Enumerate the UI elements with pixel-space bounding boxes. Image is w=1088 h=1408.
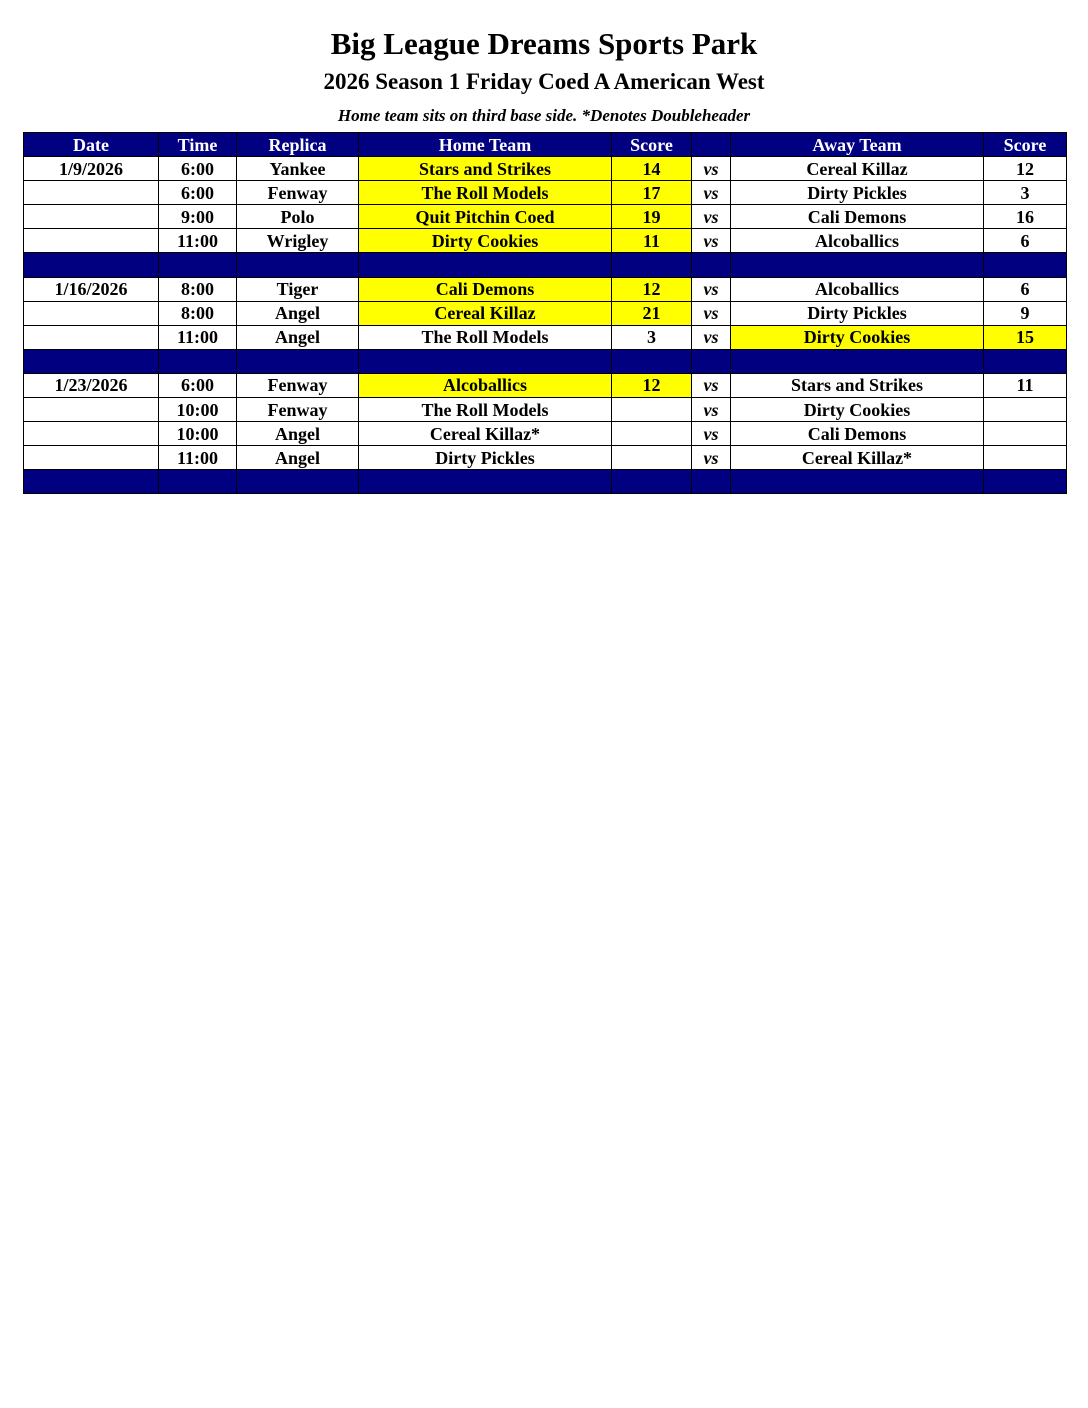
vs-cell: vs bbox=[692, 181, 731, 205]
home-team-cell: The Roll Models bbox=[359, 398, 612, 422]
replica-cell: Yankee bbox=[237, 157, 359, 181]
week-separator-row bbox=[24, 253, 1067, 277]
home-team-cell: Dirty Cookies bbox=[359, 229, 612, 253]
time-cell: 9:00 bbox=[159, 205, 237, 229]
time-cell: 11:00 bbox=[159, 229, 237, 253]
col-header-vs bbox=[692, 133, 731, 157]
away-score-cell bbox=[984, 446, 1067, 470]
replica-cell: Angel bbox=[237, 325, 359, 349]
time-cell: 10:00 bbox=[159, 422, 237, 446]
separator-cell bbox=[731, 253, 984, 277]
date-cell bbox=[24, 301, 159, 325]
vs-cell: vs bbox=[692, 325, 731, 349]
replica-cell: Fenway bbox=[237, 398, 359, 422]
vs-cell: vs bbox=[692, 446, 731, 470]
separator-cell bbox=[612, 253, 692, 277]
home-team-cell: Dirty Pickles bbox=[359, 446, 612, 470]
schedule-body bbox=[24, 157, 1067, 494]
date-cell: 1/23/2026 bbox=[24, 373, 159, 397]
away-team-cell: Dirty Cookies bbox=[731, 398, 984, 422]
away-team-cell: Cali Demons bbox=[731, 205, 984, 229]
vs-cell: vs bbox=[692, 157, 731, 181]
away-score-cell bbox=[984, 422, 1067, 446]
time-cell: 6:00 bbox=[159, 373, 237, 397]
away-team-cell: Alcoballics bbox=[731, 229, 984, 253]
away-score-cell bbox=[984, 398, 1067, 422]
schedule-table bbox=[23, 132, 1067, 494]
replica-cell: Angel bbox=[237, 301, 359, 325]
col-header-away-score: Score bbox=[984, 133, 1067, 157]
col-header-replica: Replica bbox=[237, 133, 359, 157]
home-score-cell: 17 bbox=[612, 181, 692, 205]
separator-cell bbox=[24, 253, 159, 277]
table-row bbox=[24, 398, 1067, 422]
separator-cell bbox=[24, 470, 159, 494]
replica-cell: Polo bbox=[237, 205, 359, 229]
vs-cell: vs bbox=[692, 301, 731, 325]
table-row bbox=[24, 205, 1067, 229]
table-row bbox=[24, 325, 1067, 349]
separator-cell bbox=[359, 470, 612, 494]
away-team-cell: Stars and Strikes bbox=[731, 373, 984, 397]
time-cell: 8:00 bbox=[159, 301, 237, 325]
table-row bbox=[24, 277, 1067, 301]
separator-cell bbox=[984, 470, 1067, 494]
separator-cell bbox=[159, 253, 237, 277]
separator-cell bbox=[731, 470, 984, 494]
week-separator-row bbox=[24, 349, 1067, 373]
separator-cell bbox=[692, 470, 731, 494]
away-team-cell: Dirty Cookies bbox=[731, 325, 984, 349]
home-team-cell: Cereal Killaz* bbox=[359, 422, 612, 446]
home-score-cell: 19 bbox=[612, 205, 692, 229]
away-score-cell: 11 bbox=[984, 373, 1067, 397]
vs-cell: vs bbox=[692, 422, 731, 446]
vs-cell: vs bbox=[692, 205, 731, 229]
replica-cell: Wrigley bbox=[237, 229, 359, 253]
date-cell bbox=[24, 422, 159, 446]
away-score-cell: 12 bbox=[984, 157, 1067, 181]
table-row bbox=[24, 373, 1067, 397]
vs-cell: vs bbox=[692, 277, 731, 301]
time-cell: 10:00 bbox=[159, 398, 237, 422]
separator-cell bbox=[159, 349, 237, 373]
separator-cell bbox=[24, 349, 159, 373]
table-row bbox=[24, 229, 1067, 253]
table-header-row bbox=[24, 133, 1067, 157]
time-cell: 8:00 bbox=[159, 277, 237, 301]
vs-cell: vs bbox=[692, 398, 731, 422]
home-team-cell: Quit Pitchin Coed bbox=[359, 205, 612, 229]
away-score-cell: 6 bbox=[984, 277, 1067, 301]
table-row bbox=[24, 301, 1067, 325]
away-score-cell: 15 bbox=[984, 325, 1067, 349]
replica-cell: Fenway bbox=[237, 181, 359, 205]
away-score-cell: 6 bbox=[984, 229, 1067, 253]
home-score-cell: 21 bbox=[612, 301, 692, 325]
replica-cell: Angel bbox=[237, 446, 359, 470]
col-header-time: Time bbox=[159, 133, 237, 157]
away-team-cell: Dirty Pickles bbox=[731, 301, 984, 325]
page-subtitle: 2026 Season 1 Friday Coed A American West bbox=[323, 69, 765, 94]
date-cell bbox=[24, 325, 159, 349]
col-header-home-score: Score bbox=[612, 133, 692, 157]
home-team-cell: Stars and Strikes bbox=[359, 157, 612, 181]
home-team-cell: Cali Demons bbox=[359, 277, 612, 301]
col-header-date: Date bbox=[24, 133, 159, 157]
date-cell bbox=[24, 181, 159, 205]
home-score-cell: 12 bbox=[612, 277, 692, 301]
table-row bbox=[24, 157, 1067, 181]
week-separator-row bbox=[24, 470, 1067, 494]
table-row bbox=[24, 422, 1067, 446]
away-team-cell: Dirty Pickles bbox=[731, 181, 984, 205]
away-team-cell: Cereal Killaz* bbox=[731, 446, 984, 470]
away-score-cell: 9 bbox=[984, 301, 1067, 325]
home-team-cell: Cereal Killaz bbox=[359, 301, 612, 325]
separator-cell bbox=[237, 470, 359, 494]
page-title: Big League Dreams Sports Park bbox=[330, 26, 758, 61]
home-score-cell: 12 bbox=[612, 373, 692, 397]
home-score-cell: 3 bbox=[612, 325, 692, 349]
col-header-home-team: Home Team bbox=[359, 133, 612, 157]
replica-cell: Angel bbox=[237, 422, 359, 446]
home-score-cell bbox=[612, 398, 692, 422]
date-cell bbox=[24, 229, 159, 253]
away-team-cell: Cali Demons bbox=[731, 422, 984, 446]
table-row bbox=[24, 446, 1067, 470]
home-score-cell: 11 bbox=[612, 229, 692, 253]
separator-cell bbox=[612, 349, 692, 373]
separator-cell bbox=[731, 349, 984, 373]
col-header-away-team: Away Team bbox=[731, 133, 984, 157]
table-row bbox=[24, 181, 1067, 205]
date-cell bbox=[24, 446, 159, 470]
separator-cell bbox=[359, 349, 612, 373]
home-score-cell bbox=[612, 422, 692, 446]
home-score-cell: 14 bbox=[612, 157, 692, 181]
separator-cell bbox=[692, 253, 731, 277]
schedule-note: Home team sits on third base side. *Denotes Doubleheader bbox=[337, 106, 751, 125]
separator-cell bbox=[692, 349, 731, 373]
vs-cell: vs bbox=[692, 373, 731, 397]
time-cell: 11:00 bbox=[159, 325, 237, 349]
time-cell: 6:00 bbox=[159, 181, 237, 205]
separator-cell bbox=[159, 470, 237, 494]
time-cell: 11:00 bbox=[159, 446, 237, 470]
separator-cell bbox=[612, 470, 692, 494]
replica-cell: Fenway bbox=[237, 373, 359, 397]
time-cell: 6:00 bbox=[159, 157, 237, 181]
away-team-cell: Cereal Killaz bbox=[731, 157, 984, 181]
date-cell bbox=[24, 205, 159, 229]
separator-cell bbox=[237, 253, 359, 277]
separator-cell bbox=[237, 349, 359, 373]
home-team-cell: The Roll Models bbox=[359, 325, 612, 349]
away-score-cell: 16 bbox=[984, 205, 1067, 229]
date-cell: 1/9/2026 bbox=[24, 157, 159, 181]
separator-cell bbox=[359, 253, 612, 277]
replica-cell: Tiger bbox=[237, 277, 359, 301]
separator-cell bbox=[984, 253, 1067, 277]
home-team-cell: The Roll Models bbox=[359, 181, 612, 205]
vs-cell: vs bbox=[692, 229, 731, 253]
home-team-cell: Alcoballics bbox=[359, 373, 612, 397]
away-score-cell: 3 bbox=[984, 181, 1067, 205]
away-team-cell: Alcoballics bbox=[731, 277, 984, 301]
home-score-cell bbox=[612, 446, 692, 470]
date-cell: 1/16/2026 bbox=[24, 277, 159, 301]
separator-cell bbox=[984, 349, 1067, 373]
date-cell bbox=[24, 398, 159, 422]
